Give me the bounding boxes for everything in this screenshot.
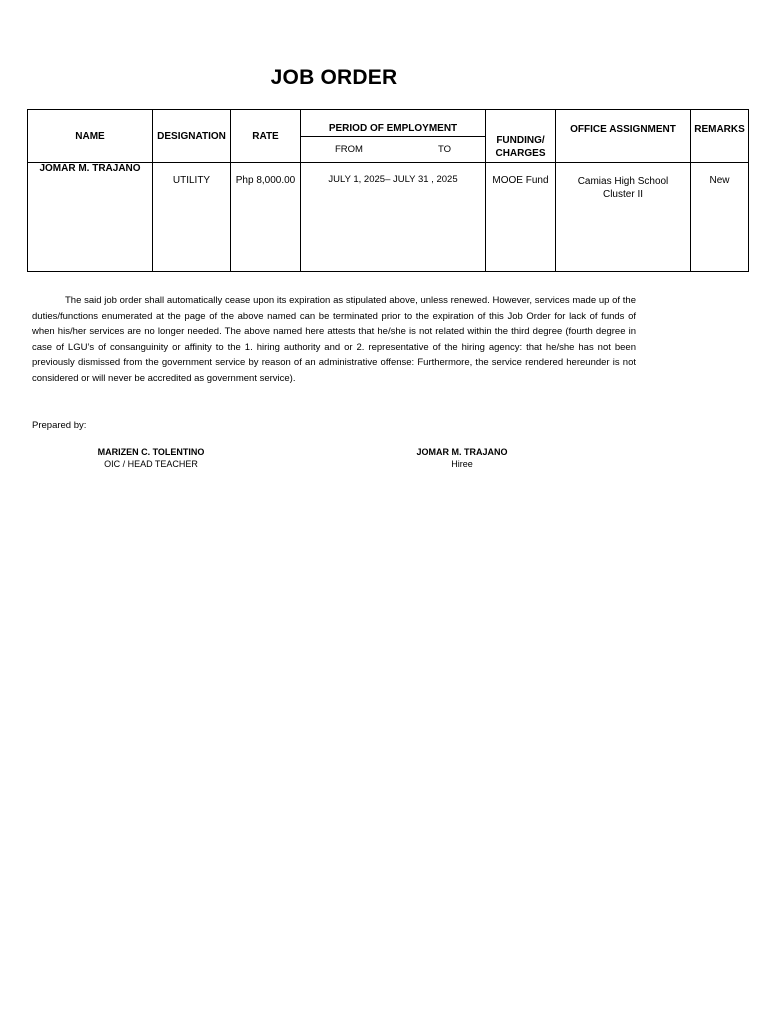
header-from: FROM <box>335 144 363 155</box>
cell-designation: UTILITY <box>153 163 231 272</box>
signature-block-left <box>91 446 211 470</box>
prepared-by-label: Prepared by: <box>32 420 87 431</box>
header-period: PERIOD OF EMPLOYMENT <box>301 110 486 137</box>
cell-office <box>556 163 691 272</box>
header-from-to <box>301 137 486 163</box>
cell-rate: Php 8,000.00 <box>231 163 301 272</box>
document-title: JOB ORDER <box>270 66 398 89</box>
job-order-table <box>27 109 749 272</box>
hiree-position: Hiree <box>451 459 473 469</box>
cell-period: JULY 1, 2025– JULY 31 , 2025 <box>301 163 486 272</box>
header-rate: RATE <box>231 110 301 163</box>
header-funding-line1: FUNDING/ <box>496 135 545 146</box>
header-office: OFFICE ASSIGNMENT <box>556 110 691 163</box>
header-designation: DESIGNATION <box>153 110 231 163</box>
signatory-name: MARIZEN C. TOLENTINO <box>97 447 205 457</box>
terms-paragraph: The said job order shall automatically cease upon its expiration as stipulated above, unless renewed. However, services made up of the duties/functions enumerated at the page of the above named can be terminated prior to the expiration of this Job Order for lack of funds of when his/her services are no longer needed. The above named here attests that he/she is not related within the third degree (fourth degree in case of LGU’s of consanguinity or affinity to the 1. hiring authority and or 2. representative of the hiring agency: that he/she has not been previously dismissed from the government service by reason of an administrative offense: Furthermore, the service rendered hereunder is not considered or will never be accredited as government service). <box>32 295 636 384</box>
cell-office-line2: Cluster II <box>602 189 643 200</box>
hiree-name: JOMAR M. TRAJANO <box>416 447 508 457</box>
header-to: TO <box>437 144 451 155</box>
header-funding-line2: CHARGES <box>495 148 546 159</box>
signature-block-right <box>402 446 522 470</box>
cell-remarks: New <box>691 163 749 272</box>
table-row <box>28 163 749 272</box>
cell-name: JOMAR M. TRAJANO <box>28 163 153 272</box>
header-name: NAME <box>28 110 153 163</box>
header-remarks: REMARKS <box>691 110 749 163</box>
cell-office-line1: Camias High School <box>577 176 669 187</box>
signatory-position: OIC / HEAD TEACHER <box>104 459 198 469</box>
cell-funding: MOOE Fund <box>486 163 556 272</box>
header-funding <box>486 110 556 163</box>
